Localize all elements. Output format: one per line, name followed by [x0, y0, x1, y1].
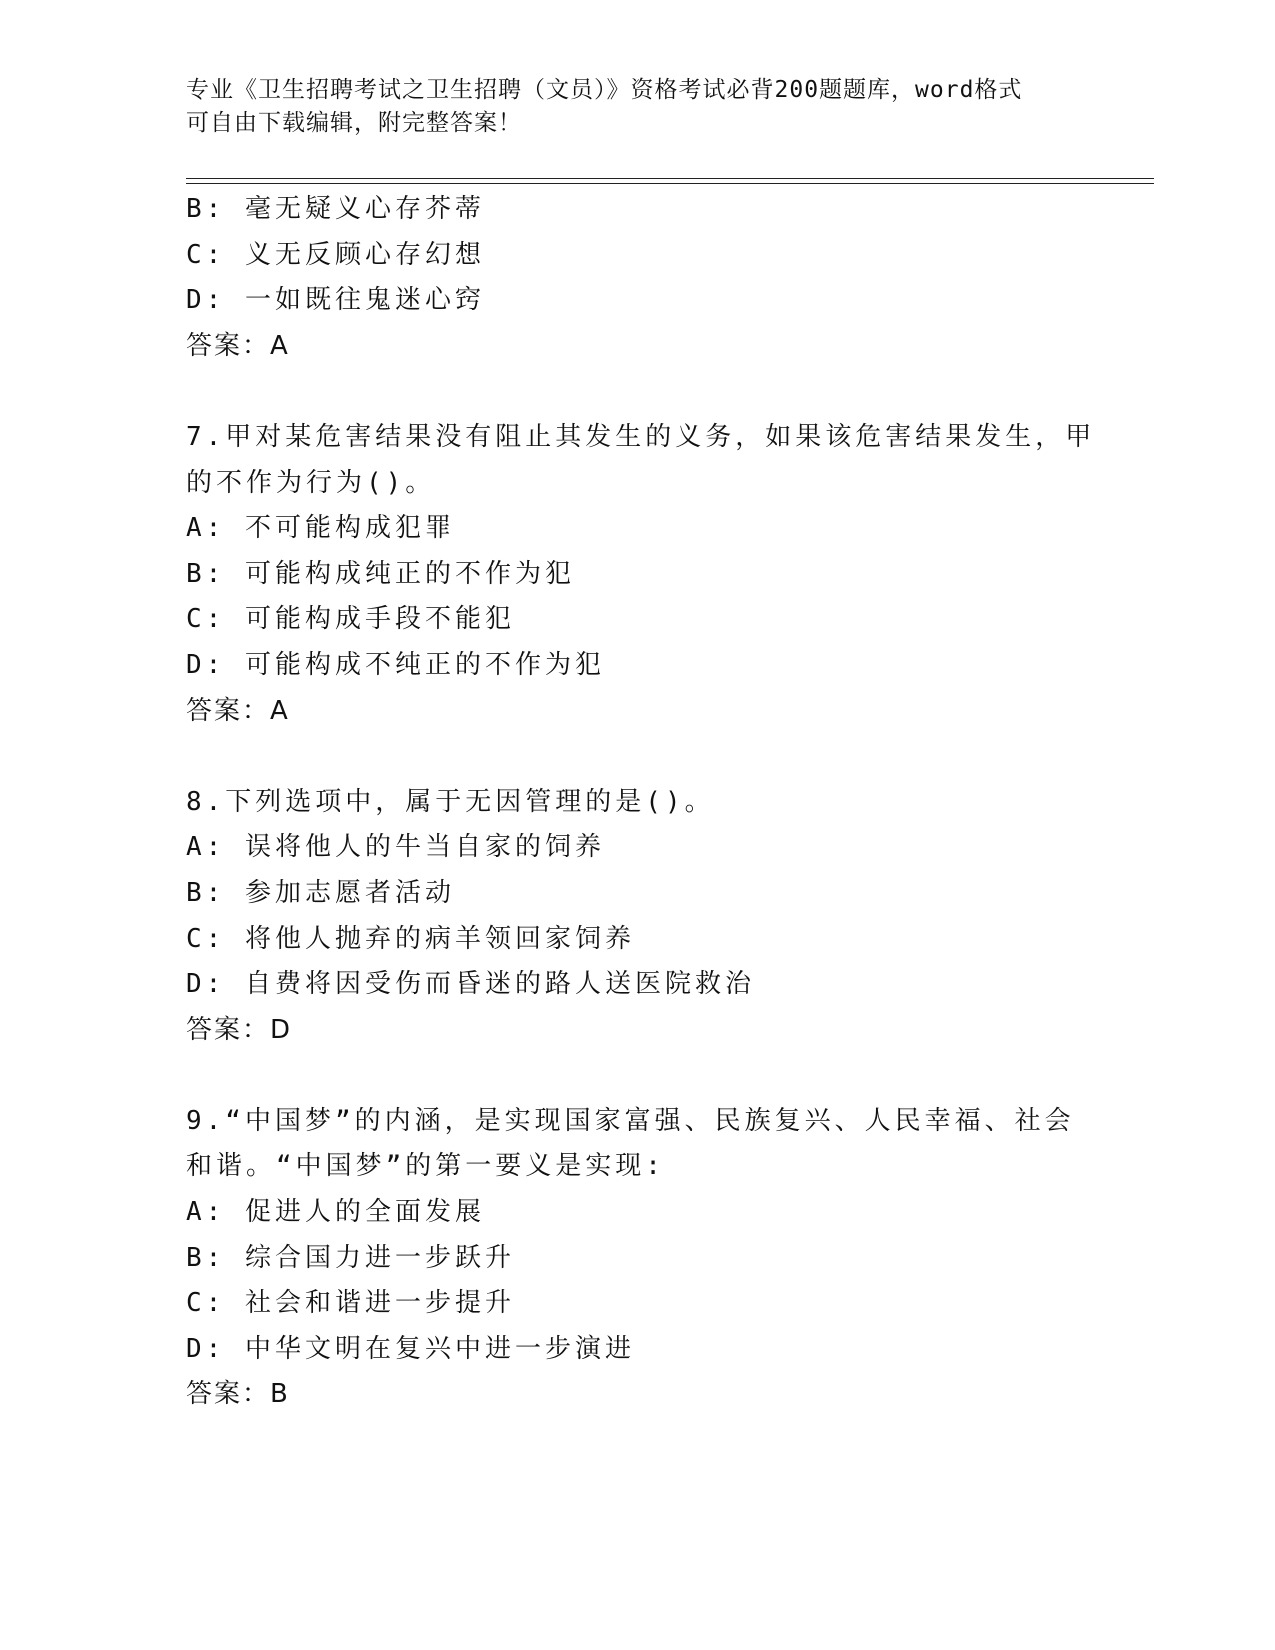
question-8 — [186, 780, 1086, 1054]
option-b: B: 参加志愿者活动 — [186, 877, 455, 908]
option-c: C: 社会和谐进一步提升 — [186, 1288, 515, 1319]
option-c: C: 可能构成手段不能犯 — [186, 604, 515, 635]
question-stem-line-1: 8.下列选项中，属于无因管理的是()。 — [186, 786, 715, 817]
header-divider-bottom — [186, 183, 1154, 184]
option-d: D: 中华文明在复兴中进一步演进 — [186, 1333, 635, 1364]
document-header — [186, 74, 1066, 140]
option-b: B: 综合国力进一步跃升 — [186, 1242, 515, 1273]
question-stem-line-2: 和谐。“中国梦”的第一要义是实现: — [186, 1151, 665, 1182]
option-c: C: 将他人抛弃的病羊领回家饲养 — [186, 923, 635, 954]
option-d: D: 自费将因受伤而昏迷的路人送医院救治 — [186, 969, 755, 1000]
option-c: C: 义无反顾心存幻想 — [186, 239, 485, 270]
spacer — [186, 734, 1086, 780]
answer-label: 答案：A — [186, 330, 290, 361]
option-a: A: 不可能构成犯罪 — [186, 513, 455, 544]
answer-label: 答案：B — [186, 1379, 290, 1410]
answer-label: 答案：D — [186, 1014, 293, 1045]
header-title-line-2: 可自由下载编辑，附完整答案！ — [186, 110, 522, 136]
question-7 — [186, 415, 1096, 734]
question-stem-line-2: 的不作为行为()。 — [186, 467, 436, 498]
spacer — [186, 369, 1086, 415]
header-divider-top — [186, 178, 1154, 179]
answer-label: 答案：A — [186, 695, 290, 726]
header-title-line-1: 专业《卫生招聘考试之卫生招聘（文员）》资格考试必背200题题库，word格式 — [186, 77, 1023, 103]
question-list — [186, 187, 1096, 1418]
question-6-continued — [186, 187, 1086, 369]
option-d: D: 一如既往鬼迷心窍 — [186, 285, 485, 316]
question-9 — [186, 1099, 1086, 1418]
question-stem-line-1: 9.“中国梦”的内涵，是实现国家富强、民族复兴、人民幸福、社会 — [186, 1105, 1075, 1136]
option-b: B: 可能构成纯正的不作为犯 — [186, 558, 575, 589]
option-d: D: 可能构成不纯正的不作为犯 — [186, 649, 605, 680]
option-a: A: 促进人的全面发展 — [186, 1197, 485, 1228]
spacer — [186, 1053, 1086, 1099]
option-b: B: 毫无疑义心存芥蒂 — [186, 194, 485, 224]
question-stem-line-1: 7.甲对某危害结果没有阻止其发生的义务，如果该危害结果发生，甲 — [186, 421, 1096, 452]
option-a: A: 误将他人的牛当自家的饲养 — [186, 832, 605, 863]
